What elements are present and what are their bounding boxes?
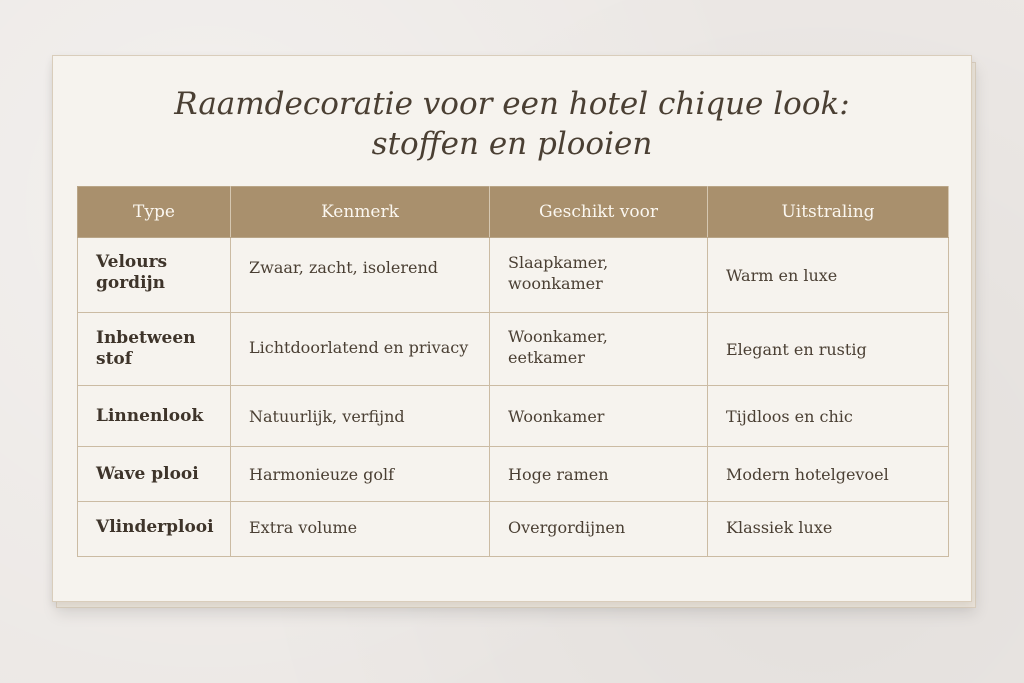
cell-geschikt-text: Woonkamer [508, 406, 605, 426]
cell-geschikt-voor [490, 386, 708, 447]
cell-kenmerk [231, 238, 490, 313]
cell-geschikt-voor [490, 313, 708, 386]
cell-uitstraling [708, 238, 949, 313]
cell-kenmerk-text: Extra volume [249, 517, 358, 537]
cell-uitstraling [708, 447, 949, 502]
cell-kenmerk-text: Lichtdoorlatend en privacy [249, 337, 469, 357]
title-line-2: stoffen en plooien [371, 126, 653, 162]
cell-uitstraling [708, 313, 949, 386]
cell-type [78, 238, 231, 313]
cell-uitstraling-text: Warm en luxe [726, 265, 838, 285]
table-row [78, 386, 949, 447]
column-header-geschikt-voor: Geschikt voor [490, 187, 708, 238]
cell-type [78, 447, 231, 502]
column-header-type: Type [78, 187, 231, 238]
cell-uitstraling-text: Klassiek luxe [726, 517, 833, 537]
table-row [78, 238, 949, 313]
info-card [52, 55, 972, 602]
cell-geschikt-text: Overgordijnen [508, 517, 626, 537]
cell-type [78, 386, 231, 447]
cell-kenmerk-text: Natuurlijk, verfijnd [249, 406, 405, 426]
table-header-row [78, 187, 949, 238]
table-row [78, 313, 949, 386]
cell-uitstraling [708, 502, 949, 557]
cell-geschikt-text: Woonkamer, eetkamer [508, 327, 608, 367]
comparison-table [77, 186, 949, 557]
table-row [78, 502, 949, 557]
cell-geschikt-voor [490, 502, 708, 557]
cell-type-text: Wave plooi [96, 463, 199, 484]
page-title [53, 84, 971, 164]
cell-uitstraling [708, 386, 949, 447]
cell-kenmerk-text: Zwaar, zacht, isolerend [249, 257, 438, 277]
cell-geschikt-voor [490, 238, 708, 313]
column-header-uitstraling: Uitstraling [708, 187, 949, 238]
column-header-kenmerk: Kenmerk [231, 187, 490, 238]
cell-kenmerk [231, 386, 490, 447]
cell-type-text: Linnenlook [96, 405, 204, 426]
cell-type [78, 502, 231, 557]
cell-geschikt-voor [490, 447, 708, 502]
cell-kenmerk [231, 313, 490, 386]
cell-type [78, 313, 231, 386]
table-row [78, 447, 949, 502]
cell-geschikt-text: Hoge ramen [508, 464, 609, 484]
cell-kenmerk [231, 502, 490, 557]
cell-type-text: Velours gordijn [96, 252, 168, 293]
cell-type-text: Inbetween stof [96, 328, 196, 369]
cell-uitstraling-text: Tijdloos en chic [726, 406, 853, 426]
cell-kenmerk-text: Harmonieuze golf [249, 464, 395, 484]
cell-uitstraling-text: Elegant en rustig [726, 339, 867, 359]
cell-uitstraling-text: Modern hotelgevoel [726, 464, 889, 484]
title-line-1: Raamdecoratie voor een hotel chique look: [174, 86, 850, 122]
cell-geschikt-text: Slaapkamer, woonkamer [508, 253, 609, 293]
cell-kenmerk [231, 447, 490, 502]
cell-type-text: Vlinderplooi [96, 516, 214, 537]
